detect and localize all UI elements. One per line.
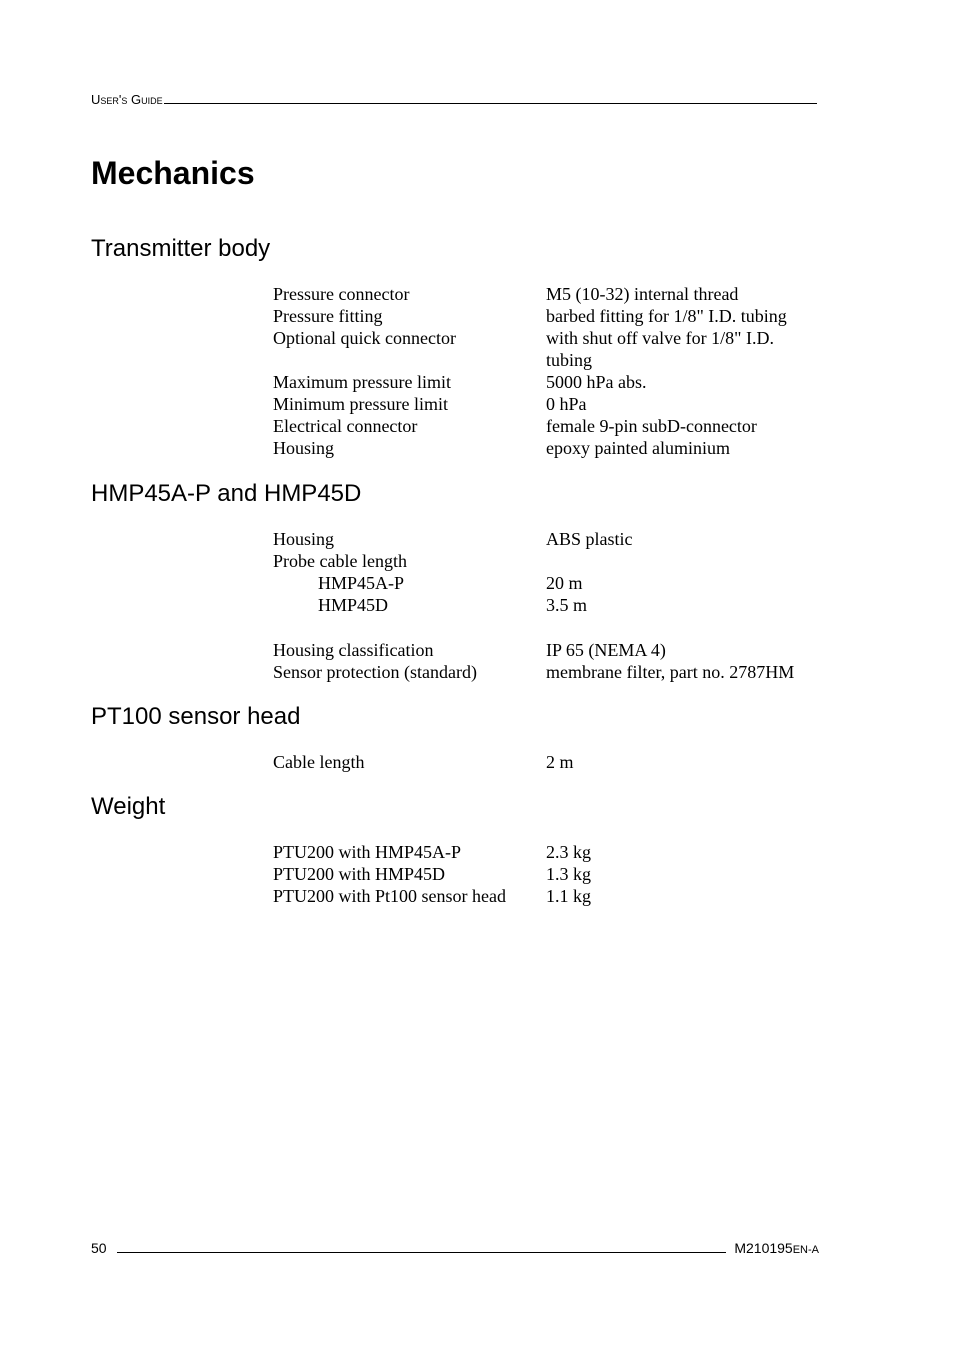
spec-label: PTU200 with HMP45D [273, 864, 446, 884]
spec-row [273, 661, 851, 683]
spec-value: ABS plastic [546, 529, 633, 549]
spec-value: 2 m [546, 752, 574, 772]
spec-value: 2.3 kg [546, 842, 591, 862]
spec-label: Optional quick connector [273, 328, 456, 348]
spec-label: HMP45D [318, 595, 389, 615]
spec-row [273, 550, 851, 572]
spec-table [273, 751, 851, 773]
section-heading: Transmitter body [91, 235, 271, 262]
spec-label: Sensor protection (standard) [273, 662, 477, 682]
spec-label: Cable length [273, 752, 365, 772]
spec-value: with shut off valve for 1/8" I.D. [546, 328, 774, 348]
spec-label: Electrical connector [273, 416, 418, 436]
spec-value [546, 550, 818, 572]
section-transmitter-body [91, 235, 851, 459]
spec-value: tubing [546, 350, 593, 370]
spec-value: 5000 hPa abs. [546, 372, 647, 392]
spec-row [273, 572, 851, 594]
spec-row [273, 863, 851, 885]
spec-row [273, 327, 851, 349]
spec-label: Minimum pressure limit [273, 394, 448, 414]
spec-label: PTU200 with Pt100 sensor head [273, 886, 506, 906]
section-pt100 [91, 703, 851, 773]
spec-value: 3.5 m [546, 595, 588, 615]
spec-value: 1.1 kg [546, 886, 591, 906]
footer-rule [117, 1252, 727, 1253]
spec-row [273, 349, 851, 371]
spec-row [273, 841, 851, 863]
section-heading: Weight [91, 793, 166, 820]
spec-row [273, 393, 851, 415]
document-id-main: M210195 [734, 1240, 793, 1256]
spec-label: Probe cable length [273, 551, 407, 571]
page-title: Mechanics [91, 155, 255, 191]
spec-row [273, 305, 851, 327]
spec-value: 20 m [546, 573, 583, 593]
spec-value: M5 (10-32) internal thread [546, 284, 739, 304]
spec-row [273, 594, 851, 616]
spec-row [273, 885, 851, 907]
section-heading: HMP45A-P and HMP45D [91, 480, 362, 507]
section-heading: PT100 sensor head [91, 703, 301, 730]
header-title: User's Guide [91, 92, 163, 107]
document-id [734, 1240, 819, 1256]
document-id-suffix: EN-A [792, 1244, 819, 1256]
spec-row [273, 528, 851, 550]
header-rule [164, 103, 817, 104]
spec-value: epoxy painted aluminium [546, 438, 730, 458]
spec-row [273, 751, 851, 773]
spec-label: Pressure connector [273, 284, 410, 304]
spec-value: barbed fitting for 1/8" I.D. tubing [546, 306, 787, 326]
running-footer [91, 1240, 819, 1256]
section-hmp45 [91, 480, 851, 683]
spec-row [273, 437, 851, 459]
spec-label: HMP45A-P [318, 573, 405, 593]
spec-value: female 9-pin subD-connector [546, 416, 757, 436]
spec-label: Maximum pressure limit [273, 372, 451, 392]
spec-row [273, 415, 851, 437]
section-weight [91, 793, 851, 907]
spec-label: Pressure fitting [273, 306, 383, 326]
spec-value: membrane filter, part no. 2787HM [546, 662, 795, 682]
spec-row [273, 283, 851, 305]
page-number: 50 [91, 1240, 107, 1256]
spec-label [273, 349, 546, 371]
spec-value: 0 hPa [546, 394, 587, 414]
spec-table [273, 528, 851, 683]
spec-table [273, 841, 851, 907]
spec-label: Housing [273, 529, 335, 549]
spec-value: IP 65 (NEMA 4) [546, 640, 666, 660]
spec-label: Housing [273, 438, 335, 458]
spec-row [273, 371, 851, 393]
spec-label: Housing classification [273, 640, 434, 660]
running-header [91, 92, 817, 107]
spec-table [273, 283, 851, 459]
spec-label: PTU200 with HMP45A-P [273, 842, 462, 862]
spec-row [273, 639, 851, 661]
spec-value: 1.3 kg [546, 864, 591, 884]
